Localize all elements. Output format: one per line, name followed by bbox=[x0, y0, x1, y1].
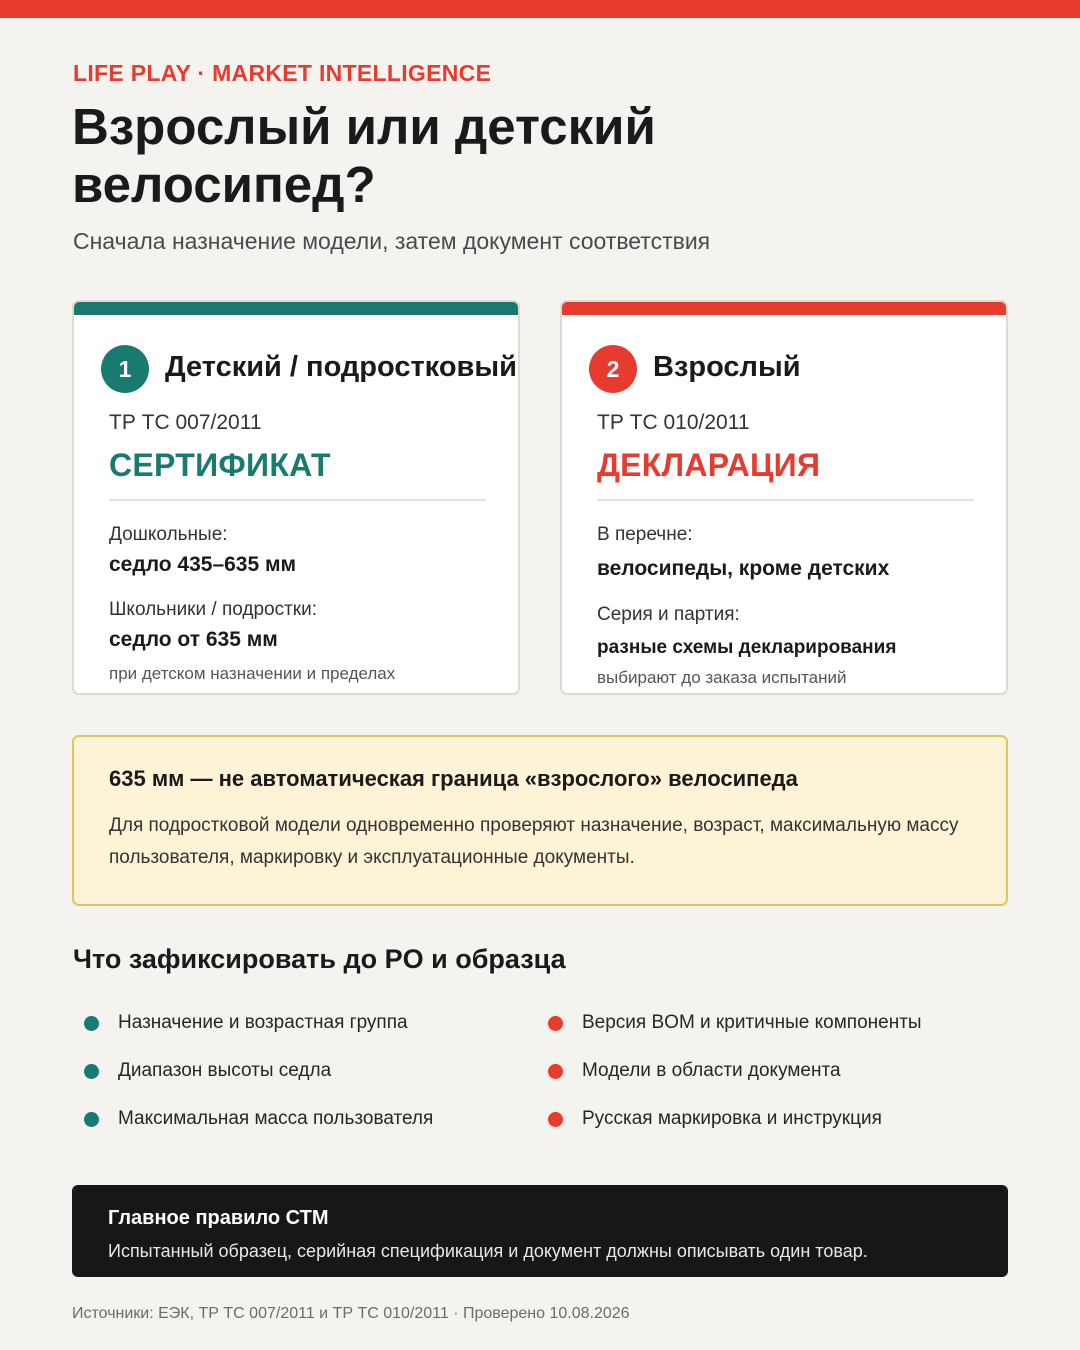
regulation-label: ТР ТС 010/2011 bbox=[597, 411, 750, 434]
card-adult bbox=[560, 300, 1008, 695]
rule-text: Испытанный образец, серийная спецификация и документ должны описывать один товар. bbox=[108, 1241, 868, 1261]
bullet-dot-icon bbox=[548, 1016, 563, 1031]
callout-text: Для подростковой модели одновременно проверяют назначение, возраст, максимальную массу пользователя, маркировку и эксплуатационные документы. bbox=[109, 815, 959, 868]
row-value: разные схемы декларирования bbox=[597, 637, 897, 658]
checklist-item bbox=[84, 1012, 408, 1034]
row-label: В перечне: bbox=[597, 524, 693, 545]
checklist-item bbox=[548, 1060, 841, 1082]
callout-title: 635 мм — не автоматическая граница «взрослого» велосипеда bbox=[109, 766, 798, 791]
checklist-item-label: Русская маркировка и инструкция bbox=[582, 1108, 882, 1129]
checklist-title: Что зафиксировать до PO и образца bbox=[73, 944, 566, 974]
row-label: Серия и партия: bbox=[597, 604, 740, 625]
checklist-item-label: Назначение и возрастная группа bbox=[118, 1012, 408, 1033]
card-note: выбирают до заказа испытаний bbox=[597, 668, 847, 687]
card-note: при детском назначении и пределах bbox=[109, 664, 396, 683]
card-band-teal bbox=[74, 302, 518, 315]
main-rule-box bbox=[72, 1185, 1008, 1277]
checklist-item-label: Модели в области документа bbox=[582, 1060, 841, 1081]
row-value: седло 435–635 мм bbox=[109, 553, 297, 576]
sources-footer: Источники: ЕЭК, ТР ТС 007/2011 и ТР ТС 010/2011 · Проверено 10.08.2026 bbox=[72, 1305, 630, 1322]
row-value: велосипеды, кроме детских bbox=[597, 557, 890, 580]
step-number-badge: 1 bbox=[101, 345, 149, 393]
card-divider bbox=[597, 499, 974, 501]
checklist-item bbox=[548, 1108, 882, 1130]
row-label: Дошкольные: bbox=[109, 524, 228, 545]
card-children bbox=[72, 300, 520, 695]
card-heading: Детский / подростковый bbox=[165, 351, 517, 383]
checklist-item-label: Диапазон высоты седла bbox=[118, 1060, 332, 1081]
kicker: LIFE PLAY · MARKET INTELLIGENCE bbox=[73, 60, 492, 86]
page-title: Взрослый или детский велосипед? bbox=[72, 98, 656, 213]
bullet-dot-icon bbox=[84, 1016, 99, 1031]
checklist-item bbox=[84, 1060, 331, 1082]
bullet-dot-icon bbox=[84, 1112, 99, 1127]
checklist-item-label: Версия BOM и критичные компоненты bbox=[582, 1012, 922, 1033]
document-type: ДЕКЛАРАЦИЯ bbox=[597, 447, 821, 483]
card-heading: Взрослый bbox=[653, 351, 801, 383]
card-divider bbox=[109, 499, 486, 501]
warning-callout bbox=[72, 735, 1008, 906]
checklist-item bbox=[548, 1012, 922, 1034]
checklist-item bbox=[84, 1108, 433, 1130]
bullet-dot-icon bbox=[548, 1064, 563, 1079]
checklist-item-label: Максимальная масса пользователя bbox=[118, 1108, 434, 1129]
document-type: СЕРТИФИКАТ bbox=[109, 447, 331, 483]
card-band-red bbox=[562, 302, 1006, 315]
step-number-badge: 2 bbox=[589, 345, 637, 393]
row-label: Школьники / подростки: bbox=[109, 599, 318, 620]
page-subtitle: Сначала назначение модели, затем документ соответствия bbox=[73, 228, 711, 254]
top-accent-bar bbox=[0, 0, 1080, 18]
regulation-label: ТР ТС 007/2011 bbox=[109, 411, 262, 434]
row-value: седло от 635 мм bbox=[109, 628, 278, 651]
bullet-dot-icon bbox=[548, 1112, 563, 1127]
rule-title: Главное правило СТМ bbox=[108, 1207, 329, 1229]
bullet-dot-icon bbox=[84, 1064, 99, 1079]
